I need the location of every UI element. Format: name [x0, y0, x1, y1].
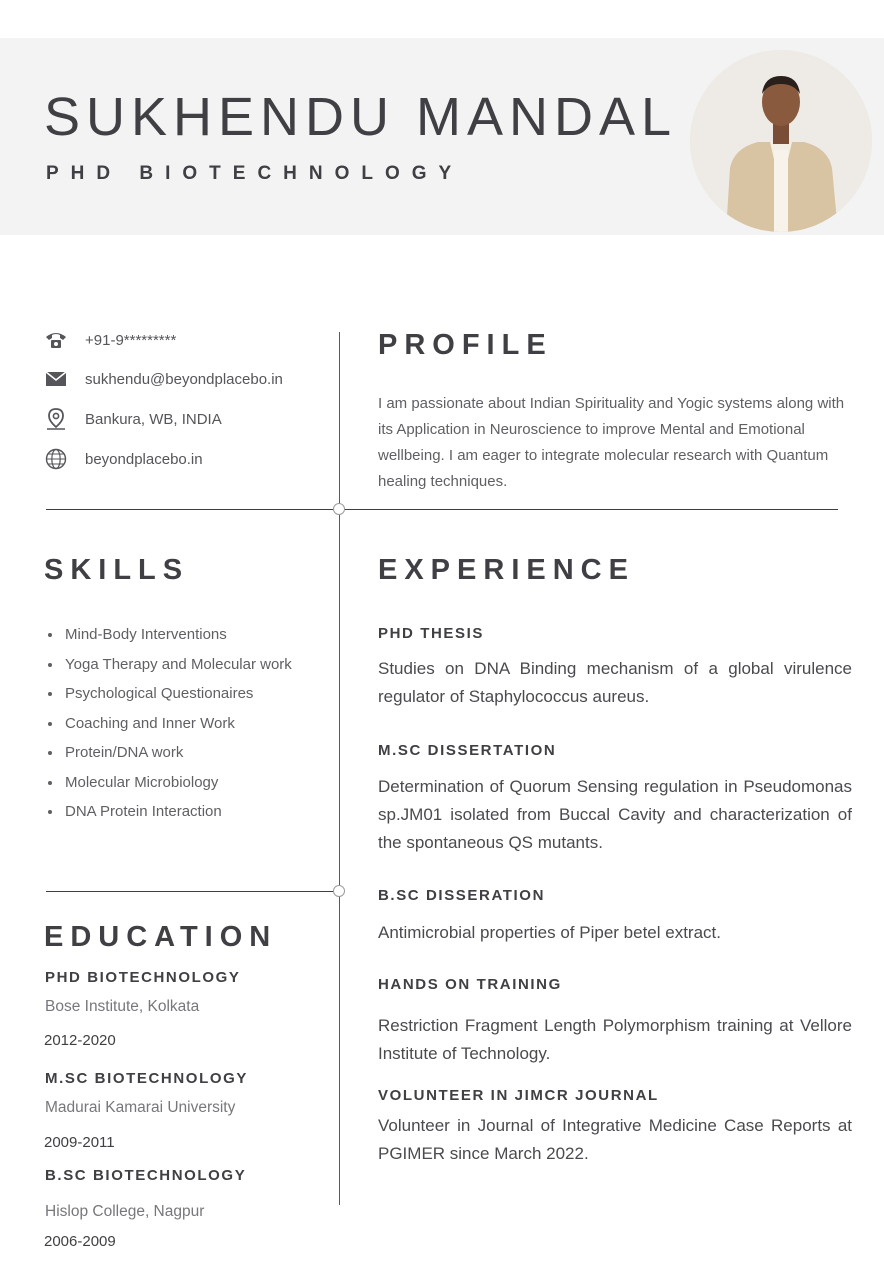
education-degree-bsc: B.SC BIOTECHNOLOGY: [45, 1167, 247, 1184]
contact-website: [44, 447, 203, 471]
experience-title-volunteer: VOLUNTEER IN JIMCR JOURNAL: [378, 1087, 659, 1104]
experience-desc-bsc: Antimicrobial properties of Piper betel extract.: [378, 923, 721, 942]
contact-location: [44, 407, 222, 431]
education-degree-phd: PHD BIOTECHNOLOGY: [45, 969, 241, 986]
education-institution-msc: Madurai Kamarai University: [45, 1099, 236, 1116]
education-years-phd: 2012-2020: [44, 1032, 116, 1049]
skills-list: [46, 622, 292, 829]
divider-node-top: [333, 503, 345, 515]
vertical-divider: [339, 332, 340, 1205]
phone-number: +91-9*********: [85, 331, 177, 349]
candidate-subtitle: PHD BIOTECHNOLOGY: [46, 163, 464, 184]
skills-heading: SKILLS: [44, 554, 190, 586]
profile-photo: [690, 50, 872, 232]
phone-icon: [44, 328, 68, 352]
horizontal-divider-top: [46, 509, 838, 510]
education-years-bsc: 2006-2009: [44, 1233, 116, 1250]
experience-desc-phd: Studies on DNA Binding mechanism of a global virulence regulator of Staphylococcus aureus.: [378, 659, 852, 706]
map-pin-icon: [44, 407, 68, 431]
experience-title-bsc: B.SC DISSERATION: [378, 887, 546, 904]
list-item: Mind-Body Interventions: [46, 622, 292, 652]
profile-heading: PROFILE: [378, 329, 553, 361]
website-link[interactable]: beyondplacebo.in: [85, 450, 203, 468]
experience-title-phd: PHD THESIS: [378, 625, 485, 642]
envelope-icon: [44, 367, 68, 391]
list-item: Psychological Questionaires: [46, 681, 292, 711]
candidate-name: SUKHENDU MANDAL: [44, 87, 678, 147]
location-text: Bankura, WB, INDIA: [85, 410, 222, 428]
globe-icon: [44, 447, 68, 471]
list-item: Molecular Microbiology: [46, 770, 292, 800]
list-item: DNA Protein Interaction: [46, 799, 292, 829]
experience-desc-msc: Determination of Quorum Sensing regulation in Pseudomonas sp.JM01 isolated from Buccal Cavity and characterization of the spontaneous QS mutants.: [378, 777, 852, 852]
horizontal-divider-bottom: [46, 891, 339, 892]
list-item: Yoga Therapy and Molecular work: [46, 652, 292, 682]
experience-desc-training: Restriction Fragment Length Polymorphism training at Vellore Institute of Technology.: [378, 1016, 852, 1063]
contact-email: [44, 367, 283, 391]
experience-title-msc: M.SC DISSERTATION: [378, 742, 557, 759]
education-heading: EDUCATION: [44, 921, 278, 953]
education-institution-phd: Bose Institute, Kolkata: [45, 998, 200, 1015]
education-years-msc: 2009-2011: [44, 1134, 115, 1151]
education-institution-bsc: Hislop College, Nagpur: [45, 1203, 205, 1220]
experience-title-training: HANDS ON TRAINING: [378, 976, 562, 993]
experience-heading: EXPERIENCE: [378, 554, 635, 586]
list-item: Coaching and Inner Work: [46, 711, 292, 741]
contact-phone: [44, 328, 176, 352]
email-address[interactable]: sukhendu@beyondplacebo.in: [85, 370, 283, 388]
profile-text: I am passionate about Indian Spirituality and Yogic systems along with its Application in Neuroscience to improve Mental and Emotional wellbeing. I am eager to integrate molecular research with Quantum healing techniques.: [378, 395, 845, 490]
education-degree-msc: M.SC BIOTECHNOLOGY: [45, 1070, 248, 1087]
divider-node-bottom: [333, 885, 345, 897]
experience-desc-volunteer: Volunteer in Journal of Integrative Medicine Case Reports at PGIMER since March 2022.: [378, 1116, 852, 1163]
list-item: Protein/DNA work: [46, 740, 292, 770]
